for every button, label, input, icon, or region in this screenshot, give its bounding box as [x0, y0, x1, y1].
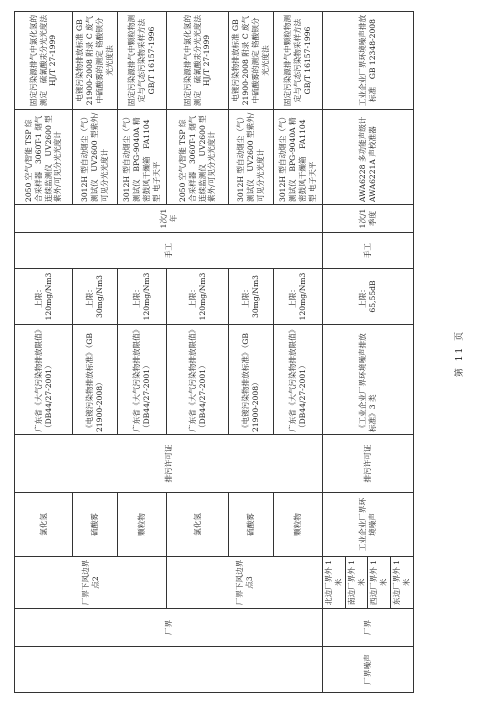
license-cell: 排污许可证: [15, 435, 323, 493]
pollutant-cell: 硫酸雾: [229, 493, 274, 557]
freq-cell: 1次/1年: [15, 205, 323, 233]
area-cell: 厂界: [15, 609, 323, 647]
standard-cell: 广东省《大气污染物排放限值》（DB44/27-2001）: [15, 325, 73, 435]
instrument-cell: AWA6228 多功能声级计 AWA6221A 声校准器: [323, 110, 414, 205]
limit-cell: 上限：120mg/Nm3: [274, 269, 323, 325]
standard-cell: 广东省《大气污染物排放限值》（DB44/27-2001）: [274, 325, 323, 435]
standard-cell: 《电镀污染物排放标准》（GB 21900-2008）: [229, 325, 274, 435]
limit-cell: 上限：120mg/Nm3: [15, 269, 73, 325]
standard-cell: 广东省《大气污染物排放限值》（DB44/27-2001）: [118, 325, 167, 435]
pollutant-cell: 颗粒物: [274, 493, 323, 557]
point-cell: 北边厂界外 1 米: [323, 557, 346, 609]
point-cell: 厂界下风边界点2: [15, 557, 167, 609]
pollutant-cell: 工业企业厂界环境噪声: [323, 493, 414, 557]
method-cell: 固定污染源排气中氯化氢的测定 硫氰酸汞分光光度法 HJ/T 27-1999: [167, 12, 229, 110]
instrument-cell: 3012H 型自动烟尘（气）测试仪 UV2600 型紫外/可见分光光度计: [229, 110, 274, 205]
point-cell: 南边厂界外 1 米: [345, 557, 368, 609]
table-row: [15, 12, 73, 693]
pollutant-cell: 氯化氢: [167, 493, 229, 557]
instrument-cell: 3012H 型自动烟尘（气）测试仪 UV2600 型紫外/可见分光光度计: [73, 110, 118, 205]
mode-cell: 手工: [323, 233, 414, 269]
license-cell: 排污许可证: [323, 435, 414, 493]
standard-cell: 《工业企业厂界环境噪声排放标准》3 类: [323, 325, 414, 435]
limit-cell: 上限：30mg/Nm3: [73, 269, 118, 325]
standard-cell: 广东省《大气污染物排放限值》（DB44/27-2001）: [167, 325, 229, 435]
point-cell: 东边厂界外 1 米: [391, 557, 414, 609]
area-cell: 厂界: [323, 609, 414, 647]
standard-cell: 《电镀污染物排放标准》（GB 21900-2008）: [73, 325, 118, 435]
instrument-cell: 3012H 型自动烟尘（气）测试仪 BPG-9040A 精密鼓风干燥箱 FA1104 型 电子天平: [274, 110, 323, 205]
method-cell: 电镀污染物排放标准 GB 21900-2008 附录 C 废气中硫酸雾的测定 铬酸钡分光光度法: [73, 12, 118, 110]
category-cell: [15, 647, 323, 693]
method-cell: 固定污染源排气中氯化氢的测定 硫氰酸汞分光光度法 HJ/T 27-1999: [15, 12, 73, 110]
pollutant-cell: 硫酸雾: [73, 493, 118, 557]
limit-cell: 上限：120mg/Nm3: [167, 269, 229, 325]
mode-cell: 手工: [15, 233, 323, 269]
pollutant-cell: 氯化氢: [15, 493, 73, 557]
method-cell: 固定污染源排气中颗粒物测定与气态污染物采样方法 GB/T 16157-1996: [118, 12, 167, 110]
limit-cell: 上限：30mg/Nm3: [229, 269, 274, 325]
method-cell: 工业企业厂界环境噪声排放标准 GB 12348-2008: [323, 12, 414, 110]
point-cell: 西边厂界外 1 米: [368, 557, 391, 609]
instrument-cell: 2050 空气/智能 TSP 综合采样器 3060T-1 烟气连续监测仪 UV2600 型 紫外/可见分光光度计: [167, 110, 229, 205]
point-cell: 厂界下风边界点3: [167, 557, 323, 609]
limit-cell: 上限：120mg/Nm3: [118, 269, 167, 325]
page-number: 第 11 页: [455, 329, 465, 378]
table-row: [167, 12, 229, 693]
freq-cell: 1次/1季度: [323, 205, 414, 233]
limit-cell: 上限：65,55dB: [323, 269, 414, 325]
monitoring-table: [14, 7, 414, 693]
method-cell: 固定污染源排气中颗粒物测定与气态污染物采样方法 GB/T 16157-1996: [274, 12, 323, 110]
pollutant-cell: 颗粒物: [118, 493, 167, 557]
instrument-cell: 3012H 型自动烟尘（气）测试仪 BPG-9040A 精密鼓风干燥箱 FA1104 型 电子天平: [118, 110, 167, 205]
instrument-cell: 2050 空气/智能 TSP 综合采样器 3060T-1 烟气连续监测仪 UV2600 型 紫外/可见分光光度计: [15, 110, 73, 205]
method-cell: 电镀污染物排放标准 GB 21900-2008 附录 C 废气中硫酸雾的测定 铬酸钡分光光度法: [229, 12, 274, 110]
table-row: [323, 12, 346, 693]
category-cell: 厂界噪声: [323, 647, 414, 693]
